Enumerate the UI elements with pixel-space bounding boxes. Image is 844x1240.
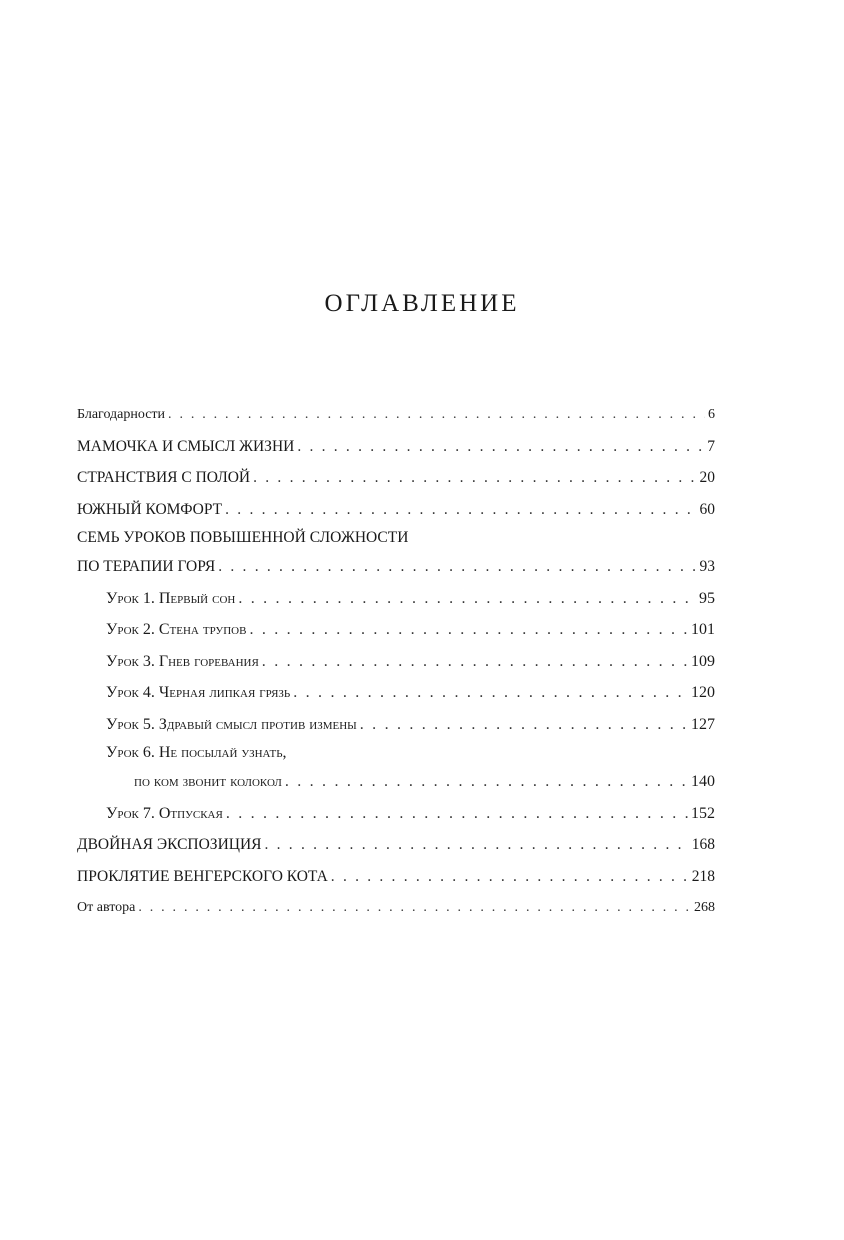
toc-entry[interactable] [77, 829, 715, 861]
toc-entry-page: 140 [691, 773, 715, 790]
toc-entry[interactable] [77, 494, 715, 526]
toc-entry-page: 127 [691, 715, 715, 733]
toc-entry[interactable] [77, 646, 715, 678]
leader-dots [331, 861, 689, 893]
leader-dots [253, 462, 696, 494]
table-of-contents [77, 399, 715, 924]
toc-entry-page: 268 [694, 900, 715, 915]
toc-entry[interactable] [77, 399, 715, 431]
leader-dots [138, 892, 691, 924]
toc-entry-title: Урок 5. Здравый смысл против измены [106, 715, 357, 733]
toc-entry-page: 6 [708, 407, 715, 422]
leader-dots [360, 709, 688, 741]
toc-entry-page: 95 [699, 589, 715, 607]
toc-entry-page: 152 [691, 804, 715, 822]
toc-entry-title: Урок 7. Отпуская [106, 804, 223, 822]
toc-entry-page: 60 [699, 500, 715, 518]
toc-entry-title: СТРАНСТВИЯ С ПОЛОЙ [77, 469, 251, 486]
leader-dots [238, 583, 696, 615]
toc-entry-page: 7 [707, 437, 715, 455]
toc-entry-multiline-first[interactable] [77, 740, 715, 766]
leader-dots [218, 551, 696, 583]
toc-entry-page: 218 [691, 867, 715, 885]
toc-entry[interactable] [77, 892, 715, 924]
toc-entry-title: Урок 6. Не посылай узнать, [106, 744, 287, 761]
leader-dots [226, 798, 688, 830]
toc-entry[interactable] [77, 583, 715, 615]
toc-entry[interactable] [77, 861, 715, 893]
toc-entry[interactable] [77, 551, 715, 583]
page-title: ОГЛАВЛЕНИЕ [324, 290, 520, 317]
toc-entry-title: ЮЖНЫЙ КОМФОРТ [77, 500, 223, 518]
toc-entry[interactable] [77, 431, 715, 463]
toc-entry-title-continued: ПО ТЕРАПИИ ГОРЯ [77, 558, 216, 575]
toc-entry-title: Благодарности [77, 407, 166, 422]
toc-entry-title: Урок 1. Первый сон [106, 589, 236, 607]
toc-entry-title: Урок 2. Стена трупов [106, 621, 247, 638]
leader-dots [293, 677, 688, 709]
toc-entry-title: От автора [77, 900, 136, 915]
toc-entry-title: МАМОЧКА И СМЫСЛ ЖИЗНИ [77, 437, 295, 455]
leader-dots [168, 399, 705, 431]
leader-dots [285, 766, 688, 798]
toc-entry-page: 120 [691, 684, 715, 701]
toc-entry[interactable] [77, 462, 715, 494]
toc-entry[interactable] [77, 798, 715, 830]
toc-entry-title-continued: по ком звонит колокол [134, 773, 282, 790]
leader-dots [262, 646, 688, 678]
toc-entry[interactable] [77, 614, 715, 646]
toc-entry-multiline-first[interactable] [77, 525, 715, 551]
toc-entry[interactable] [77, 709, 715, 741]
toc-entry-page: 20 [699, 469, 715, 486]
leader-dots [265, 829, 689, 861]
toc-entry-title: Урок 3. Гнев горевания [106, 652, 259, 670]
leader-dots [249, 614, 688, 646]
toc-entry-title: ПРОКЛЯТИЕ ВЕНГЕРСКОГО КОТА [77, 867, 328, 885]
toc-entry-title: ДВОЙНАЯ ЭКСПОЗИЦИЯ [77, 836, 262, 853]
toc-entry-page: 168 [691, 836, 715, 853]
toc-entry[interactable] [77, 677, 715, 709]
toc-entry-page: 109 [691, 652, 715, 670]
toc-entry[interactable] [77, 766, 715, 798]
toc-entry-page: 101 [691, 621, 715, 638]
toc-entry-title: СЕМЬ УРОКОВ ПОВЫШЕННОЙ СЛОЖНОСТИ [77, 529, 409, 546]
leader-dots [225, 494, 696, 526]
toc-entry-title: Урок 4. Черная липкая грязь [106, 684, 291, 701]
toc-entry-page: 93 [699, 558, 715, 575]
leader-dots [297, 431, 704, 463]
